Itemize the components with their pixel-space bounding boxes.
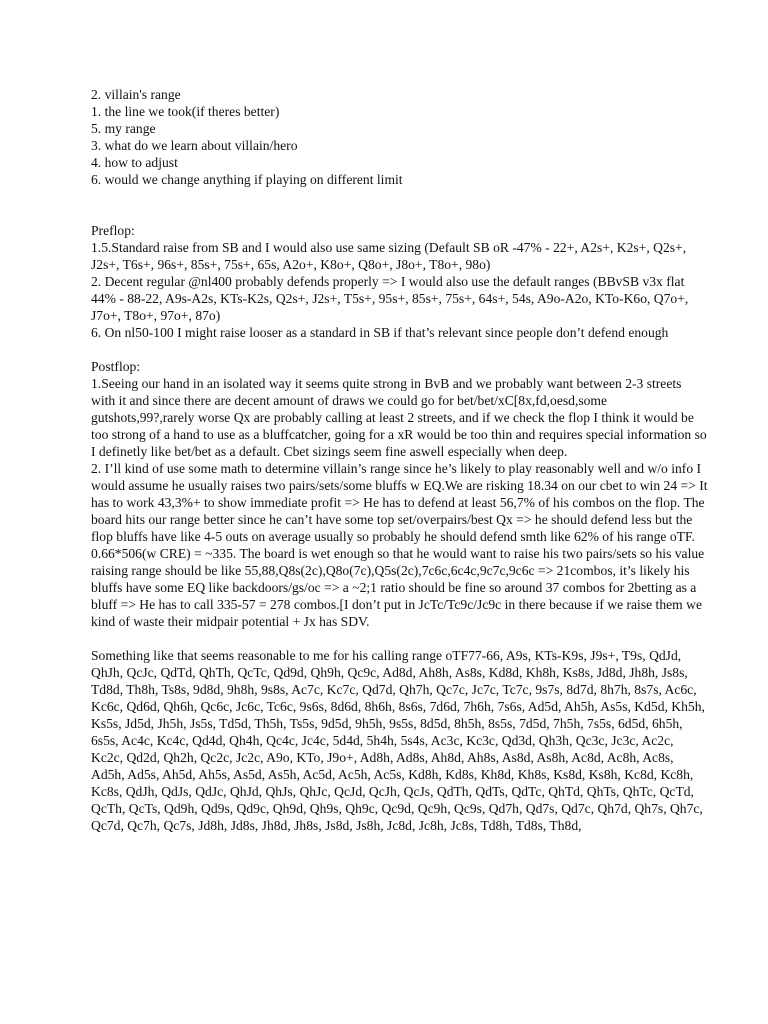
question-item: 5. my range [91, 121, 156, 136]
preflop-heading: Preflop: [91, 223, 135, 238]
preflop-item: 6. On nl50-100 I might raise looser as a standard in SB if that’s relevant since people don’t defend enough [91, 325, 669, 340]
preflop-item: 2. Decent regular @nl400 probably defends properly => I would also use the default ranges (BBvSB v3x flat 44% - 88-22, A9s-A2s, KTs-K2s, Q2s+, J2s+, T5s+, 95s+, 85s+, 75s+, 64s+, 54s, A9o-A2o, KTo-K6o, Q7o+, J7o+, T8o+, 97o+, 87o) [91, 274, 689, 323]
question-item: 3. what do we learn about villain/hero [91, 138, 298, 153]
spacer [91, 630, 708, 647]
postflop-item: 2. I’ll kind of use some math to determine villain’s range since he’s likely to play reasonably well and w/o info I would assume he usually raises two pairs/sets/some bluffs w EQ.We are risking 18.34 on our cbet to win 24 => It has to work 43,3%+ to show immediate profit => He has to defend at least 56,7% of his combos on the flop. The board hits our range better since he can’t have some top set/overpairs/best Qx => he should defend less but the flop bluffs have like 4-5 outs on average usually so probably he should defend smth like 62% of his range oTF. 0.66*506(w CRE) = ~335. The board is wet enough so that he would want to raise his two pairs/sets so his value raising range should be like 55,88,Q8s(2c),Q8o(7c),Q5s(2c),7c6c,6c4c,9c7c,9c6c => 21combos, it’s likely his bluffs have some EQ like backdoors/gs/oc => a ~2;1 ratio should be fine so around 37 combos for 2betting as a bluff => He has to call 335-57 = 278 combos.[I don’t put in JcTc/Tc9c/Jc9c in there because if we raise them we kind of waste their midpair potential + Jx has SDV. [91, 461, 708, 629]
postflop-heading: Postflop: [91, 359, 141, 374]
preflop-section [91, 222, 708, 341]
spacer [91, 341, 708, 358]
question-list [91, 86, 708, 188]
preflop-item: 1.5.Standard raise from SB and I would also use same sizing (Default SB oR -47% - 22+, A2s+, K2s+, Q2s+, J2s+, T6s+, 96s+, 85s+, 75s+, 65s, A2o+, K8o+, Q8o+, J8o+, T8o+, 98o) [91, 240, 687, 272]
spacer [91, 188, 708, 222]
postflop-section [91, 358, 708, 630]
question-item: 2. villain's range [91, 87, 181, 102]
postflop-item: 1.Seeing our hand in an isolated way it seems quite strong in BvB and we probably want between 2-3 streets with it and since there are decent amount of draws we could go for bet/bet/xC[8x,fd,oesd,some gutshots,99?,rarely worse Qx are probably calling at least 2 streets, and if we check the flop I think it would be too strong of a hand to use as a bluffcatcher, going for a xR would be too thin and requires special information so I definetly like bet/bet as a default. Cbet sizings seem fine aswell especially when deep. [91, 376, 707, 459]
question-item: 6. would we change anything if playing on different limit [91, 172, 403, 187]
question-item: 4. how to adjust [91, 155, 178, 170]
calling-range-paragraph: Something like that seems reasonable to me for his calling range oTF77-66, A9s, KTs-K9s, J9s+, T9s, QdJd, QhJh, QcJc, QdTd, QhTh, QcTc, Qd9d, Qh9h, Qc9c, Ad8d, Ah8h, As8s, Kd8d, Kh8h, Ks8s, Jd8d, Jh8h, Js8s, Td8d, Th8h, Ts8s, 9d8d, 9h8h, 9s8s, Ac7c, Kc7c, Qd7d, Qh7h, Qc7c, Jc7c, Tc7c, 9s7s, 8d7d, 8h7h, 8s7s, Ac6c, Kc6c, Qd6d, Qh6h, Qc6c, Jc6c, Tc6c, 9s6s, 8d6d, 8h6h, 8s6s, 7d6d, 7h6h, 7s6s, Ad5d, Ah5h, As5s, Kd5d, Kh5h, Ks5s, Jd5d, Jh5h, Js5s, Td5d, Th5h, Ts5s, 9d5d, 9h5h, 9s5s, 8d5d, 8h5h, 8s5s, 7d5d, 7h5h, 7s5s, 6d5d, 6h5h, 6s5s, Ac4c, Kc4c, Qd4d, Qh4h, Qc4c, Jc4c, 5d4d, 5h4h, 5s4s, Ac3c, Kc3c, Qd3d, Qh3h, Qc3c, Jc3c, Ac2c, Kc2c, Qd2d, Qh2h, Qc2c, Jc2c, A9o, KTo, J9o+, Ad8h, Ad8s, Ah8d, Ah8s, As8d, As8h, Ac8d, Ac8h, Ac8s, Ad5h, Ad5s, Ah5d, Ah5s, As5d, As5h, Ac5d, Ac5h, Ac5s, Kd8h, Kd8s, Kh8d, Kh8s, Ks8d, Ks8h, Kc8d, Kc8h, Kc8s, QdJh, QdJs, QdJc, QhJd, QhJs, QhJc, QcJd, QcJh, QcJs, QdTh, QdTs, QdTc, QhTd, QhTs, QhTc, QcTd, QcTh, QcTs, Qd9h, Qd9s, Qd9c, Qh9d, Qh9s, Qh9c, Qc9d, Qc9h, Qc9s, Qd7h, Qd7s, Qd7c, Qh7d, Qh7s, Qh7c, Qc7d, Qc7h, Qc7s, Jd8h, Jd8s, Jh8d, Jh8s, Js8d, Js8h, Jc8d, Jc8h, Jc8s, Td8h, Td8s, Th8d, [91, 648, 705, 833]
question-item: 1. the line we took(if theres better) [91, 104, 280, 119]
calling-range-section [91, 647, 708, 834]
